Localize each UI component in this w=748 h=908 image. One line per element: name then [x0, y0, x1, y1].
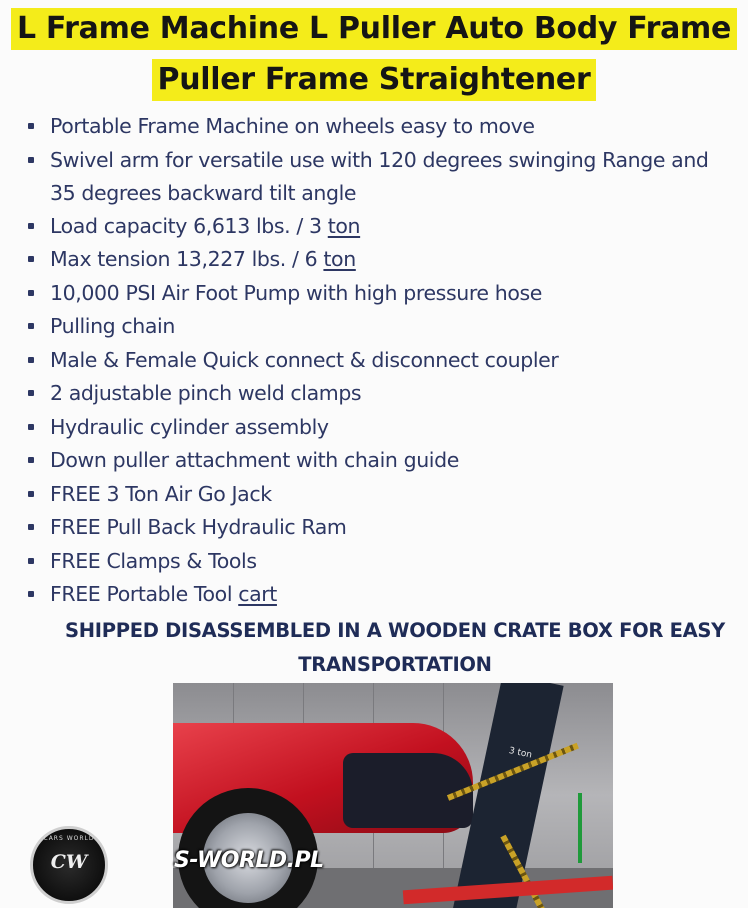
feature-list	[22, 110, 742, 612]
feature-text: FREE Clamps & Tools	[50, 548, 257, 573]
feature-item	[22, 545, 742, 579]
feature-text: 2 adjustable pinch weld clamps	[50, 381, 362, 405]
feature-item	[22, 310, 742, 344]
bullet-icon	[28, 323, 34, 329]
feature-item	[22, 444, 742, 478]
bullet-icon	[28, 591, 34, 597]
feature-item	[22, 511, 742, 545]
page-title-line-1: L Frame Machine L Puller Auto Body Frame	[11, 8, 737, 50]
watermark-text: S-WORLD.PL	[174, 848, 324, 873]
shipping-notice-line-1: SHIPPED DISASSEMBLED IN A WOODEN CRATE BOX FOR EASY	[65, 619, 725, 642]
bullet-icon	[28, 524, 34, 530]
feature-item	[22, 243, 742, 277]
underlined-word: ton	[323, 247, 356, 271]
damaged-front-end	[343, 753, 473, 828]
page-title-line-2: Puller Frame Straightener	[152, 59, 597, 101]
feature-item	[22, 144, 742, 210]
bullet-icon	[28, 123, 34, 129]
product-photo	[173, 683, 613, 908]
green-hose	[578, 793, 582, 863]
feature-text: Max tension 13,227 lbs. / 6	[50, 247, 324, 271]
bullet-icon	[28, 290, 34, 296]
feature-text: Male & Female Quick connect & disconnect coupler	[50, 347, 559, 372]
bullet-icon	[28, 256, 34, 262]
bullet-icon	[28, 558, 34, 564]
bullet-icon	[28, 223, 34, 229]
logo-mark: CW	[50, 851, 88, 873]
underlined-word: cart	[238, 582, 277, 606]
feature-text: FREE Portable Tool	[50, 582, 239, 606]
bullet-icon	[28, 157, 34, 163]
feature-item	[22, 411, 742, 445]
feature-text: Load capacity 6,613 lbs. / 3	[50, 213, 328, 238]
bullet-icon	[28, 424, 34, 430]
title-block	[0, 8, 748, 101]
feature-item	[22, 578, 742, 612]
feature-item	[22, 277, 742, 311]
feature-text: FREE 3 Ton Air Go Jack	[50, 481, 272, 506]
cars-world-logo	[30, 826, 108, 904]
logo-ring-text: CARS WORLD	[43, 835, 95, 842]
shipping-notice	[40, 614, 748, 682]
feature-text: Portable Frame Machine on wheels easy to move	[50, 114, 535, 138]
underlined-word: ton	[327, 213, 361, 238]
feature-text: FREE Pull Back Hydraulic Ram	[50, 515, 347, 539]
feature-text: Hydraulic cylinder assembly	[50, 414, 329, 439]
bullet-icon	[28, 491, 34, 497]
shipping-notice-line-2: TRANSPORTATION	[298, 653, 492, 676]
bullet-icon	[28, 457, 34, 463]
feature-text-continued: 35 degrees backward tilt angle	[50, 180, 357, 205]
feature-item	[22, 478, 742, 512]
feature-text: Swivel arm for versatile use with 120 degrees swinging Range and	[50, 147, 709, 172]
bullet-icon	[28, 390, 34, 396]
feature-item	[22, 377, 742, 411]
feature-item	[22, 210, 742, 244]
bullet-icon	[28, 357, 34, 363]
feature-item	[22, 344, 742, 378]
feature-text: Pulling chain	[50, 314, 175, 338]
feature-text: 10,000 PSI Air Foot Pump with high pressure hose	[50, 280, 542, 305]
feature-item	[22, 110, 742, 144]
feature-text: Down puller attachment with chain guide	[50, 448, 459, 472]
tower-label: 3 ton	[507, 746, 533, 761]
